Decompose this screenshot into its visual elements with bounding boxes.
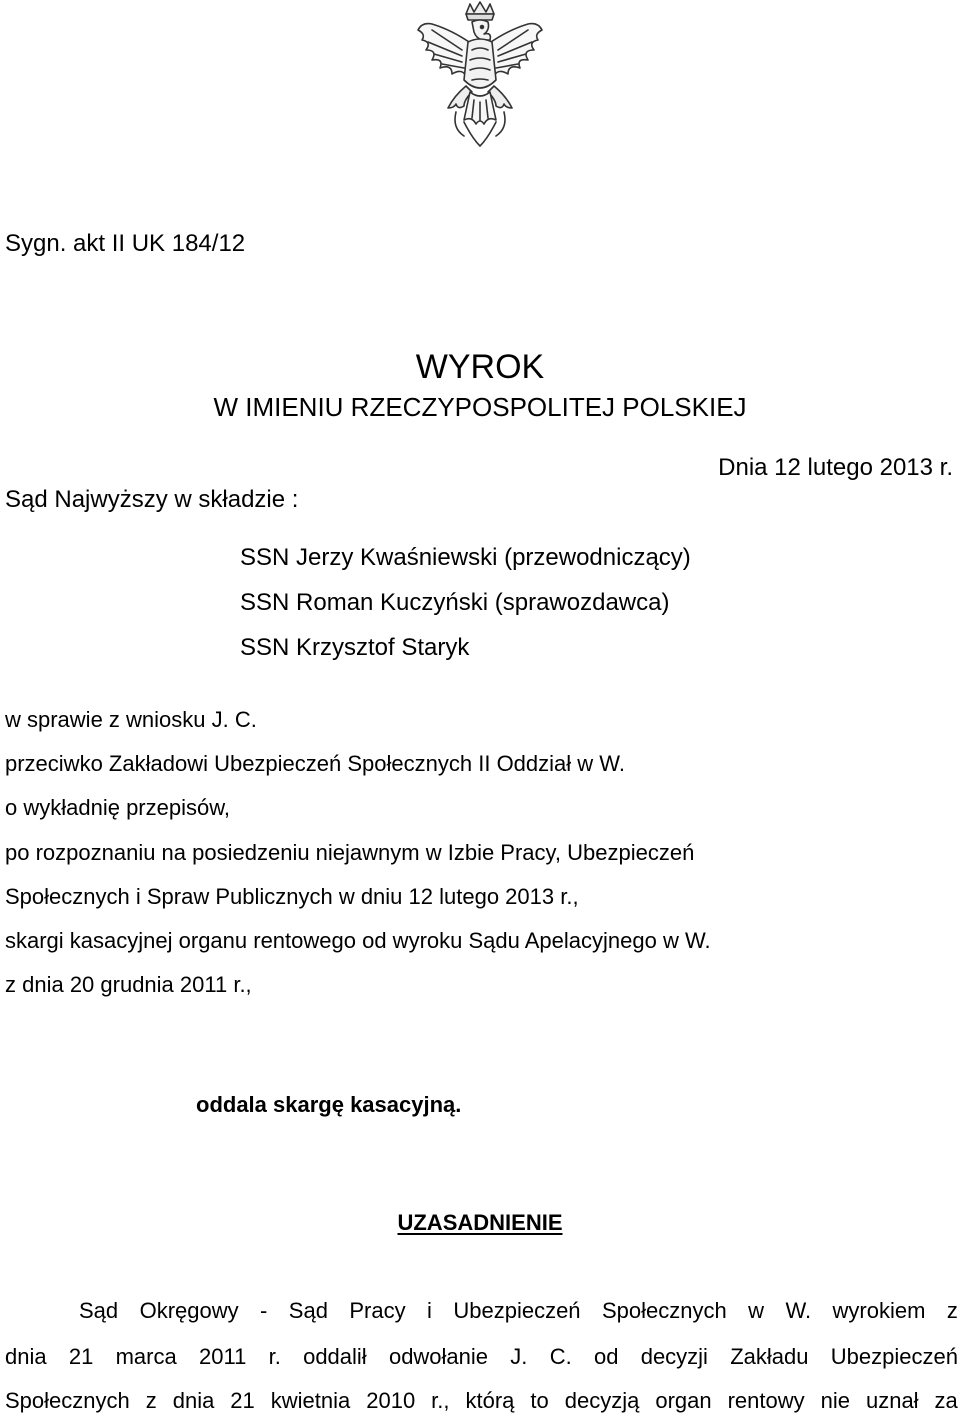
justification-word: Okręgowy bbox=[139, 1298, 239, 1323]
justification-word: kwietnia bbox=[270, 1388, 351, 1413]
justification-word: 21 bbox=[230, 1388, 255, 1413]
case-line: po rozpoznaniu na posiedzeniu niejawnym w Izbie Pracy, Ubezpieczeń bbox=[5, 840, 695, 865]
document-subtitle: W IMIENIU RZECZYPOSPOLITEJ POLSKIEJ bbox=[213, 392, 747, 422]
justification-word: Sąd bbox=[79, 1298, 119, 1323]
judgment-date: Dnia 12 lutego 2013 r. bbox=[718, 454, 953, 481]
justification-word: to bbox=[530, 1388, 549, 1413]
justification-word: decyzji bbox=[640, 1344, 708, 1369]
justification-word: J. bbox=[510, 1344, 528, 1369]
justification-word: Społecznych bbox=[5, 1388, 130, 1413]
justification-word: uznał bbox=[865, 1388, 919, 1413]
justification-word: dnia bbox=[5, 1344, 47, 1369]
court-composition-label: Sąd Najwyższy w składzie : bbox=[5, 486, 299, 513]
justification-word: z bbox=[145, 1388, 157, 1413]
document-title: WYROK bbox=[415, 348, 545, 386]
justification-word: wyrokiem bbox=[832, 1298, 926, 1323]
justification-word: 2010 bbox=[366, 1388, 416, 1413]
case-line: przeciwko Zakładowi Ubezpieczeń Społecznych II Oddział w W. bbox=[5, 751, 625, 776]
justification-word: Ubezpieczeń bbox=[830, 1344, 958, 1369]
case-signature: Sygn. akt II UK 184/12 bbox=[5, 230, 246, 257]
justification-word: Zakładu bbox=[730, 1344, 809, 1369]
justification-word: w bbox=[748, 1298, 765, 1323]
justification-word: z bbox=[946, 1298, 958, 1323]
justification-word: rentowy bbox=[727, 1388, 805, 1413]
case-line: skargi kasacyjnej organu rentowego od wyroku Sądu Apelacyjnego w W. bbox=[5, 928, 711, 953]
justification-word: dnia bbox=[172, 1388, 215, 1413]
justification-word: marca bbox=[115, 1344, 177, 1369]
case-line: w sprawie z wniosku J. C. bbox=[5, 707, 257, 732]
justification-line-2 bbox=[5, 1344, 958, 1370]
justification-word: r., bbox=[431, 1388, 450, 1413]
justification-word: r. bbox=[268, 1344, 281, 1369]
justification-word: za bbox=[934, 1388, 958, 1413]
case-line: o wykładnię przepisów, bbox=[5, 795, 231, 820]
justification-word: od bbox=[593, 1344, 619, 1369]
justification-word: odwołanie bbox=[388, 1344, 489, 1369]
judge-member: SSN Krzysztof Staryk bbox=[240, 634, 470, 661]
justification-word: organ bbox=[655, 1388, 712, 1413]
case-line: z dnia 20 grudnia 2011 r., bbox=[5, 972, 252, 997]
justification-word: oddalił bbox=[303, 1344, 367, 1369]
justification-line-3 bbox=[5, 1388, 958, 1414]
judge-rapporteur: SSN Roman Kuczyński (sprawozdawca) bbox=[240, 589, 670, 616]
polish-eagle-emblem-icon bbox=[392, 0, 568, 168]
justification-word: W. bbox=[785, 1298, 812, 1323]
justification-word: 2011 bbox=[199, 1344, 247, 1369]
justification-word: decyzją bbox=[564, 1388, 640, 1413]
justification-word: nie bbox=[820, 1388, 850, 1413]
justification-line-1 bbox=[79, 1298, 958, 1324]
justification-word: - bbox=[260, 1298, 268, 1323]
judge-presiding: SSN Jerzy Kwaśniewski (przewodniczący) bbox=[240, 544, 691, 571]
justification-word: Pracy bbox=[349, 1298, 406, 1323]
justification-word: C. bbox=[549, 1344, 572, 1369]
justification-word: Sąd bbox=[288, 1298, 328, 1323]
justification-word: Ubezpieczeń bbox=[453, 1298, 581, 1323]
justification-heading: UZASADNIENIE bbox=[397, 1210, 563, 1235]
verdict-text: oddala skargę kasacyjną. bbox=[196, 1092, 462, 1117]
justification-word: którą bbox=[465, 1388, 515, 1413]
justification-word: i bbox=[427, 1298, 432, 1323]
justification-word: Społecznych bbox=[601, 1298, 727, 1323]
case-line: Społecznych i Spraw Publicznych w dniu 12 lutego 2013 r., bbox=[5, 884, 579, 909]
justification-word: 21 bbox=[68, 1344, 94, 1369]
